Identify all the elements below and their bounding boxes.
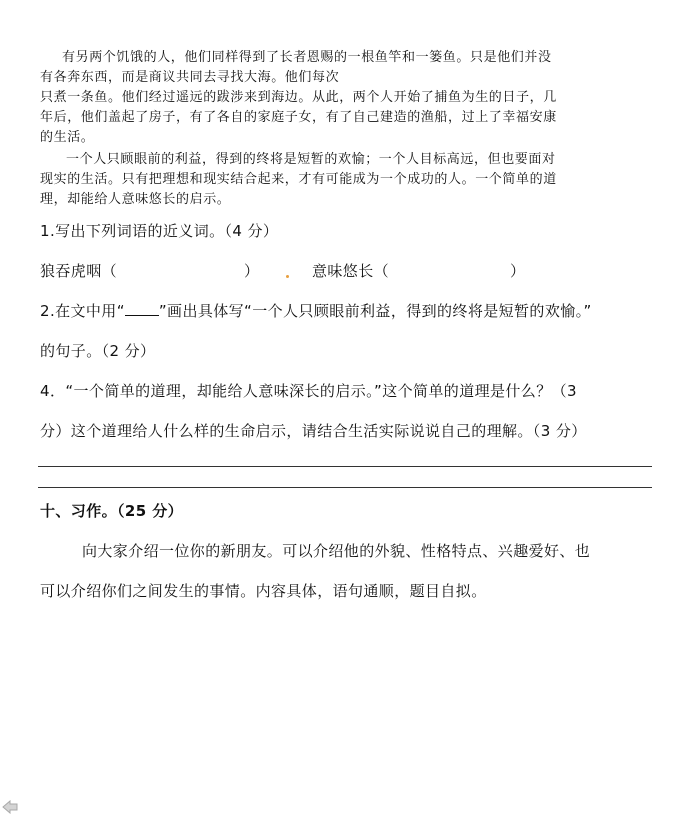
question-1-word-1: 狼吞虎咽（ <box>40 262 118 280</box>
question-4-line-1: 4．“一个简单的道理，却能给人意味深长的启示。”这个简单的道理是什么？（3 <box>40 382 577 400</box>
question-2-part-1: 2.在文中用“ <box>40 302 125 320</box>
question-4-line-2: 分）这个道理给人什么样的生命启示，请结合生活实际说说自己的理解。（3 分） <box>40 422 587 440</box>
passage-line-2: 有各奔东西，而是商议共同去寻找大海。他们每次 <box>40 70 340 85</box>
passage-line-8: 理，却能给人意味悠长的启示。 <box>40 192 231 207</box>
passage-line-1: 有另两个饥饿的人，他们同样得到了长者恩赐的一根鱼竿和一篓鱼。只是他们并没 <box>62 50 552 65</box>
question-1-close-1: ） <box>244 262 260 280</box>
answer-line-1 <box>38 466 652 467</box>
question-1-title: 1.写出下列词语的近义词。（4 分） <box>40 222 279 240</box>
section-10-title: 十、习作。（25 分） <box>40 502 183 520</box>
back-arrow-icon[interactable] <box>2 800 18 814</box>
question-2-line-2: 的句子。（2 分） <box>40 342 156 360</box>
passage-line-3: 只煮一条鱼。他们经过遥远的跋涉来到海边。从此，两个人开始了捕鱼为生的日子，几 <box>40 90 557 105</box>
question-1-word-2: 意味悠长（ <box>312 262 390 280</box>
question-1-close-2: ） <box>510 262 526 280</box>
passage-line-5: 的生活。 <box>40 130 95 145</box>
passage-line-7: 现实的生活。只有把理想和现实结合起来，才有可能成为一个成功的人。一个简单的道 <box>40 172 557 187</box>
question-2-line-1 <box>40 300 592 321</box>
answer-line-2 <box>38 487 652 488</box>
section-10-line-1: 向大家介绍一位你的新朋友。可以介绍他的外貌、性格特点、兴趣爱好、也 <box>82 542 591 560</box>
decorative-dot <box>286 275 289 278</box>
question-2-part-2: ”画出具体写“一个人只顾眼前利益，得到的终将是短暂的欢愉。” <box>158 302 592 320</box>
section-10-line-2: 可以介绍你们之间发生的事情。内容具体，语句通顺，题目自拟。 <box>40 582 487 600</box>
passage-line-4: 年后，他们盖起了房子，有了各自的家庭子女，有了自己建造的渔船，过上了幸福安康 <box>40 110 557 125</box>
passage-line-6: 一个人只顾眼前的利益，得到的终将是短暂的欢愉；一个人目标高远，但也要面对 <box>66 152 556 167</box>
answer-underline <box>125 301 159 316</box>
